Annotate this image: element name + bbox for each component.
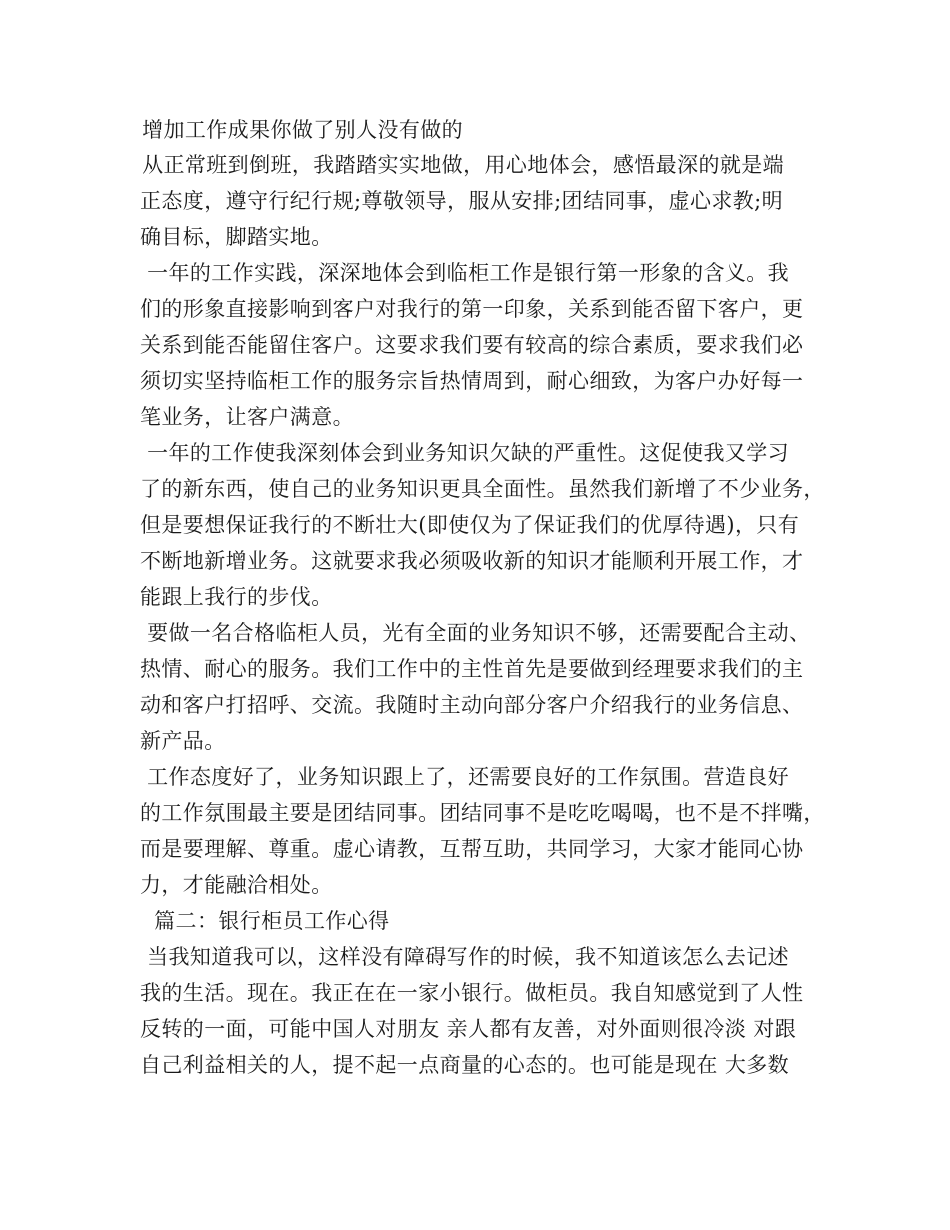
text-line: 们的形象直接影响到客户对我行的第一印象，关系到能否留下客户，更	[140, 297, 804, 321]
text-line: 动和客户打招呼、交流。我随时主动向部分客户介绍我行的业务信息、	[140, 693, 804, 717]
text-line: 一年的工作使我深刻体会到业务知识欠缺的严重性。这促使我又学习	[140, 441, 790, 465]
section-heading: 篇二：银行柜员工作心得	[140, 909, 390, 933]
text-line: 能跟上我行的步伐。	[140, 585, 333, 609]
text-line: 力，才能融洽相处。	[140, 873, 333, 897]
text-line: 增加工作成果你做了别人没有做的	[135, 118, 464, 142]
text-line: 不断地新增业务。这就要求我必须吸收新的知识才能顺利开展工作，才	[140, 549, 804, 573]
text-line: 笔业务，让客户满意。	[140, 405, 354, 429]
text-line: 我的生活。现在。我正在在一家小银行。做柜员。我自知感觉到了人性	[140, 981, 804, 1005]
text-line: 关系到能否能留住客户。这要求我们要有较高的综合素质，要求我们必	[140, 333, 804, 357]
text-line: 但是要想保证我行的不断壮大(即使仅为了保证我们的优厚待遇)，只有	[140, 513, 800, 537]
text-line: 从正常班到倒班，我踏踏实实地做，用心地体会，感悟最深的就是端	[135, 153, 785, 177]
text-line: 一年的工作实践，深深地体会到临柜工作是银行第一形象的含义。我	[140, 261, 790, 285]
text-line: 自己利益相关的人，提不起一点商量的心态的。也可能是现在 大多数	[140, 1053, 790, 1077]
text-line: 的工作氛围最主要是团结同事。团结同事不是吃吃喝喝，也不是不拌嘴，	[140, 801, 825, 825]
text-line: 工作态度好了，业务知识跟上了，还需要良好的工作氛围。营造良好	[140, 765, 790, 789]
text-line: 新产品。	[140, 729, 226, 753]
text-line: 了的新东西，使自己的业务知识更具全面性。虽然我们新增了不少业务，	[140, 477, 825, 501]
text-line: 要做一名合格临柜人员，光有全面的业务知识不够，还需要配合主动、	[140, 621, 811, 645]
text-line: 反转的一面，可能中国人对朋友 亲人都有友善，对外面则很冷淡 对跟	[140, 1017, 797, 1041]
text-line: 当我知道我可以，这样没有障碍写作的时候，我不知道该怎么去记述	[140, 945, 790, 969]
text-line: 确目标，脚踏实地。	[140, 225, 333, 249]
text-line: 热情、耐心的服务。我们工作中的主性首先是要做到经理要求我们的主	[140, 657, 804, 681]
text-line: 须切实坚持临柜工作的服务宗旨热情周到，耐心细致，为客户办好每一	[140, 369, 804, 393]
text-line: 正态度，遵守行纪行规;尊敬领导，服从安排;团结同事，虚心求教;明	[140, 189, 784, 213]
text-line: 而是要理解、尊重。虚心请教，互帮互助，共同学习，大家才能同心协	[140, 837, 804, 861]
